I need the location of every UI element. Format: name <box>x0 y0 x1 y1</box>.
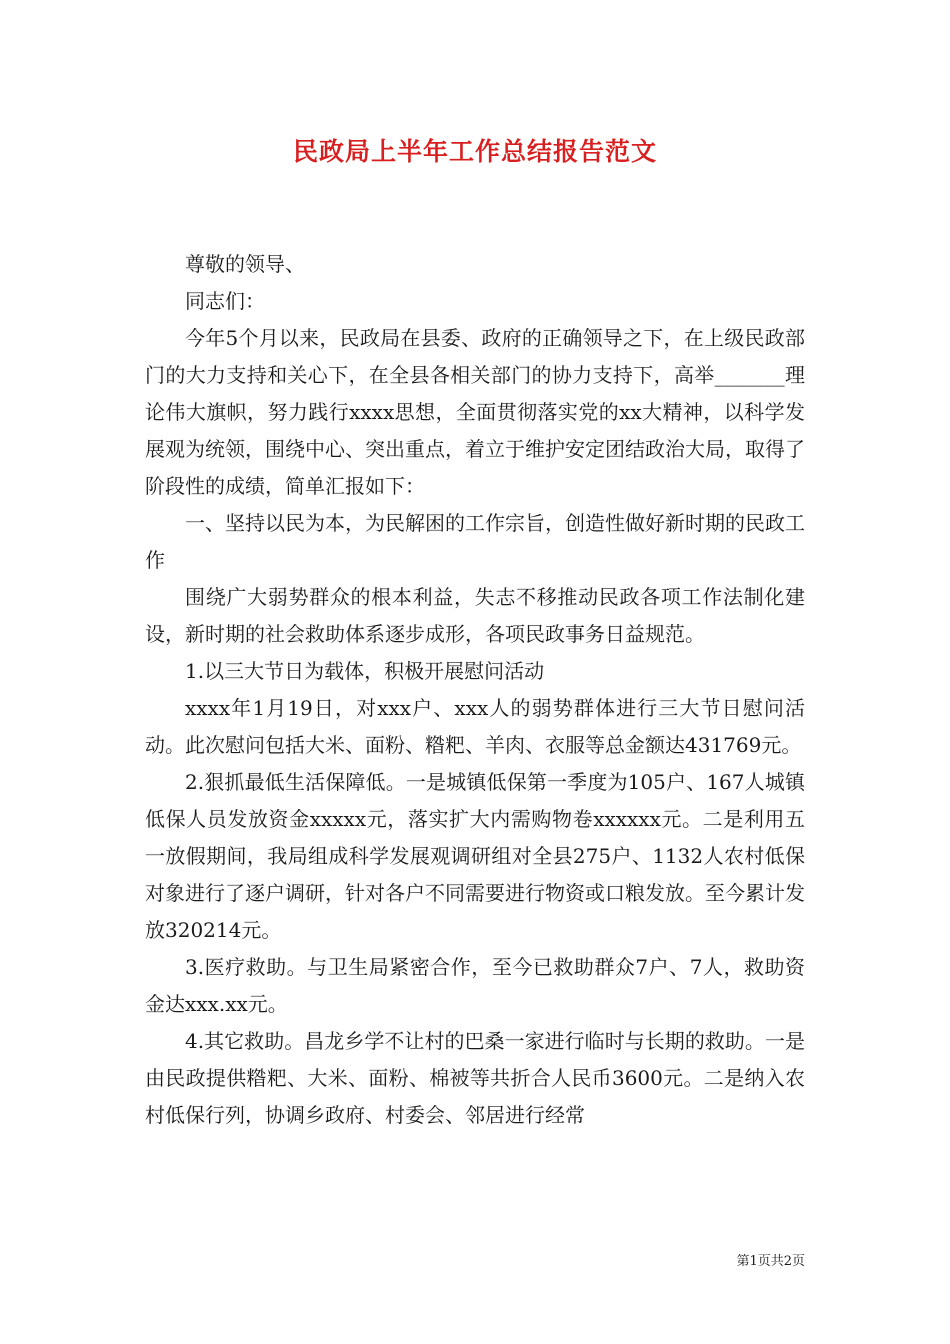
paragraph-section-1: 围绕广大弱势群众的根本利益，失志不移推动民政各项工作法制化建设，新时期的社会救助体系逐步成形，各项民政事务日益规范。 <box>145 585 805 646</box>
subheading-1: 1.以三大节日为载体，积极开展慰问活动 <box>185 659 545 683</box>
paragraph-salutation-2: 同志们： <box>185 289 265 313</box>
paragraph-other-aid: 4.其它救助。昌龙乡学不让村的巴桑一家进行临时与长期的救助。一是由民政提供糌粑、大米、面粉、棉被等共折合人民币3600元。二是纳入农村低保行列，协调乡政府、村委会、邻居进行经常 <box>145 1029 805 1127</box>
page-number: 第1页共2页 <box>736 1254 805 1269</box>
section-heading-1: 一、坚持以民为本，为民解困的工作宗旨，创造性做好新时期的民政工作 <box>145 511 805 572</box>
paragraph-medical-aid: 3.医疗救助。与卫生局紧密合作，至今已救助群众7户、7人，救助资金达xxx.xx元。 <box>145 955 805 1016</box>
document-body <box>145 246 805 1134</box>
paragraph-salutation: 尊敬的领导、 <box>185 252 305 276</box>
document-title: 民政局上半年工作总结报告范文 <box>292 137 657 166</box>
paragraph-intro: 今年5个月以来，民政局在县委、政府的正确领导之下，在上级民政部门的大力支持和关心下，在全县各相关部门的协力支持下，高举_______理论伟大旗帜，努力践行xxxx思想，全面贯彻落实党的xx大精神，以科学发展观为统领，围绕中心、突出重点，着立于维护安定团结政治大局，取得了阶段性的成绩，简单汇报如下： <box>145 326 805 498</box>
paragraph-minimum-living: 2.狠抓最低生活保障低。一是城镇低保第一季度为105户、167人城镇低保人员发放资金xxxxx元，落实扩大内需购物卷xxxxxx元。二是利用五一放假期间，我局组成科学发展观调研组对全县275户、1132人农村低保对象进行了逐户调研，针对各户不同需要进行物资或口粮发放。至今累计发放320214元。 <box>145 770 805 942</box>
paragraph-holiday-visits: xxxx年1月19日，对xxx户、xxx人的弱势群体进行三大节日慰问活动。此次慰问包括大米、面粉、糌粑、羊肉、衣服等总金额达431769元。 <box>145 696 805 757</box>
